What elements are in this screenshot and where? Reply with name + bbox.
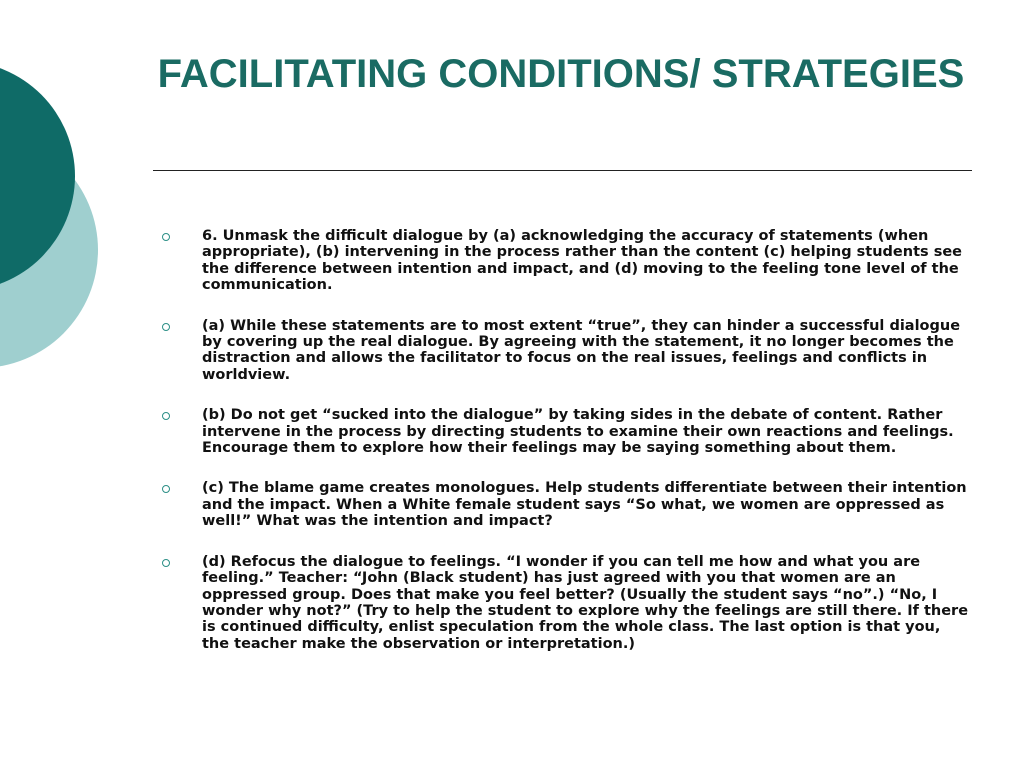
bullet-item [162,407,972,456]
title-divider [153,170,972,171]
hollow-circle-bullet-icon [162,412,170,420]
hollow-circle-bullet-icon [162,485,170,493]
bullet-item [162,480,972,529]
bullet-text: (d) Refocus the dialogue to feelings. “I wonder if you can tell me how and what you are feeling.” Teacher: “John (Black student) has just agreed with you that women are an oppressed group. Does that make you feel better? (Usually the student says “no”.) “No, I wonder why not?” (Try to help the student to explore why the feelings are still there. If there is continued difficulty, enlist speculation from the whole class. The last option is that you, the teacher make the observation or interpretation.) [202,553,969,652]
bullet-text: (a) While these statements are to most extent “true”, they can hinder a successful dialogue by covering up the real dialogue. By agreeing with the statement, it no longer becomes the distraction and allows the facilitator to focus on the real issues, feelings and conflicts in worldview. [202,317,961,383]
bullet-list [162,228,972,676]
bullet-item [162,318,972,384]
hollow-circle-bullet-icon [162,323,170,331]
bullet-item [162,228,972,294]
bullet-text: (c) The blame game creates monologues. Help students differentiate between their intention and the impact. When a White female student says “So what, we women are oppressed as well!” What was the intention and impact? [202,480,967,530]
bullet-item [162,554,972,652]
slide-title: FACILITATING CONDITIONS/ STRATEGIES [157,52,965,96]
decorative-circles [0,0,120,420]
bullet-text: 6. Unmask the difficult dialogue by (a) acknowledging the accuracy of statements (when appropriate), (b) intervening in the process rather than the content (c) helping students see the difference between intention and impact, and (d) moving to the feeling tone level of the communication. [202,228,962,294]
hollow-circle-bullet-icon [162,233,170,241]
bullet-text: (b) Do not get “sucked into the dialogue” by taking sides in the debate of content. Rather intervene in the process by directing students to examine their own reactions and feelings. Encourage them to explore how their feelings may be saying something about them. [202,407,954,457]
hollow-circle-bullet-icon [162,559,170,567]
